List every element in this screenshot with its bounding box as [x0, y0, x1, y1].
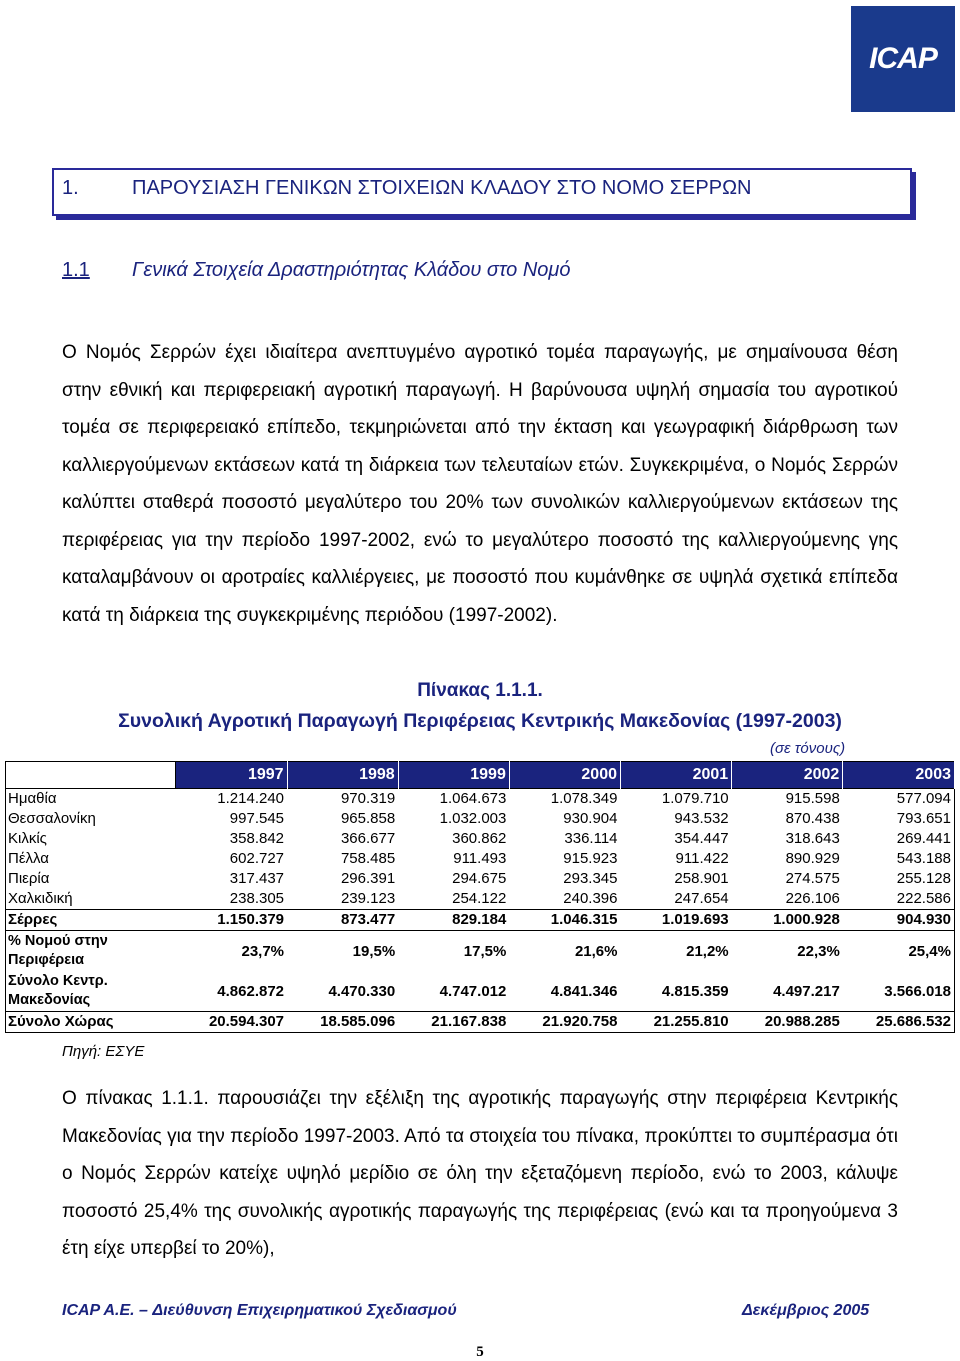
row-name-cell: Πέλλα [6, 849, 176, 869]
value-cell: 3.566.018 [843, 971, 955, 1012]
value-cell: 1.032.003 [439, 810, 507, 827]
row-name-cell: Σύνολο Χώρας [6, 1012, 176, 1033]
value-cell: 1.078.349 [550, 790, 618, 807]
value-cell: 21,6% [574, 942, 618, 960]
value-cell: 1.019.693 [621, 910, 732, 931]
value-cell: 269.441 [843, 829, 955, 849]
value-cell: 21,2% [686, 942, 729, 960]
header-blank-cell [6, 762, 176, 789]
row-name-cell: % Νομού στην Περιφέρεια [6, 931, 176, 972]
value-cell: 943.532 [674, 810, 729, 827]
value-cell: 4.497.217 [773, 982, 840, 1000]
value-cell: 254.122 [398, 889, 509, 910]
value-cell: 360.862 [452, 830, 507, 847]
row-name-cell: Πιερία [6, 869, 176, 889]
table-row [6, 931, 955, 972]
footer-date: Δεκέμβριος 2005 [742, 1302, 870, 1319]
value-cell: 793.651 [843, 809, 955, 829]
row-name-cell: Σέρρες [6, 910, 176, 931]
value-cell: 997.545 [229, 810, 285, 827]
row-name-cell: Σύνολο Κεντρ. Μακεδονίας [6, 971, 176, 1012]
table-title: Συνολική Αγροτική Παραγωγή Περιφέρειας Κεντρικής Μακεδονίας (1997-2003) [118, 710, 842, 732]
table-source: Πηγή: ΕΣΥΕ [62, 1043, 145, 1060]
value-cell: 317.437 [229, 870, 285, 887]
logo-text: ICAP [869, 42, 937, 75]
header-year: 1997 [176, 762, 287, 789]
value-cell: 22,3% [797, 942, 840, 960]
table-unit: (σε τόνους) [770, 740, 846, 757]
value-cell: 25,4% [843, 931, 955, 972]
value-cell: 1.000.928 [732, 910, 843, 931]
value-cell: 20.988.285 [732, 1012, 843, 1033]
section-title: ΠΑΡΟΥΣΙΑΣΗ ΓΕΝΙΚΩΝ ΣΤΟΙΧΕΙΩΝ ΚΛΑΔΟΥ ΣΤΟ ΝΟΜΟ ΣΕΡΡΩΝ [132, 177, 752, 199]
analysis-paragraph: Ο πίνακας 1.1.1. παρουσιάζει την εξέλιξη της αγροτικής παραγωγής στην περιφέρεια Κεντρικής Μακεδονίας για την περίοδο 1997-2003. Από τα στοιχεία του πίνακα, προκύπτει το συμπέρασμα ότι ο Νομός Σερρών κατείχε υψηλό μερίδιο σε όλη την εξεταζόμενη περίοδο, ενώ το 2003, κάλυψε ποσοστό 25,4% της συνολικής αγροτικής παραγωγής της περιφέρειας (ενώ και τα προηγούμενα 3 έτη είχε υπερβεί το 20%), [62, 1088, 898, 1259]
value-cell: 274.575 [785, 870, 840, 887]
page-number: 5 [476, 1344, 484, 1360]
value-cell: 238.305 [176, 889, 287, 910]
value-cell: 4.815.359 [661, 982, 729, 1000]
value-cell: 21.920.758 [509, 1012, 620, 1033]
table-row [6, 1012, 955, 1033]
production-table [5, 761, 955, 1033]
value-cell: 20.594.307 [176, 1012, 287, 1033]
value-cell: 247.654 [621, 889, 732, 910]
value-cell: 226.106 [732, 889, 843, 910]
value-cell: 258.901 [674, 870, 729, 887]
value-cell: 870.438 [785, 810, 840, 827]
header-year: 2003 [843, 762, 955, 789]
row-name-cell: Χαλκιδική [6, 889, 176, 910]
icap-logo [851, 6, 955, 112]
value-cell: 21.167.838 [398, 1012, 509, 1033]
value-cell: 930.904 [563, 810, 618, 827]
value-cell: 965.858 [340, 810, 396, 827]
value-cell: 358.842 [229, 830, 285, 847]
value-cell: 366.677 [340, 830, 396, 847]
subsection-number: 1.1 [62, 259, 90, 281]
table-row [6, 889, 955, 910]
value-cell: 911.422 [675, 850, 729, 867]
table-label: Πίνακας 1.1.1. [417, 680, 543, 701]
value-cell: 19,5% [352, 942, 396, 960]
value-cell: 915.598 [785, 790, 840, 807]
value-cell: 23,7% [241, 942, 285, 960]
table-row [6, 849, 955, 869]
subsection-heading [62, 259, 571, 282]
table-header-row [6, 762, 955, 789]
value-cell: 873.477 [287, 910, 398, 931]
value-cell: 21.255.810 [621, 1012, 732, 1033]
value-cell: 543.188 [843, 849, 955, 869]
value-cell: 296.391 [340, 870, 396, 887]
value-cell: 294.675 [452, 870, 507, 887]
header-year: 1999 [398, 762, 509, 789]
value-cell: 240.396 [509, 889, 620, 910]
value-cell: 1.079.710 [661, 790, 729, 807]
header-year: 2001 [621, 762, 732, 789]
table-row [6, 829, 955, 849]
value-cell: 17,5% [463, 942, 507, 960]
table-row [6, 809, 955, 829]
value-cell: 18.585.096 [287, 1012, 398, 1033]
value-cell: 255.128 [843, 869, 955, 889]
value-cell: 890.929 [785, 850, 840, 867]
header-year: 2000 [509, 762, 620, 789]
value-cell: 1.150.379 [176, 910, 287, 931]
value-cell: 222.586 [843, 889, 955, 910]
value-cell: 915.923 [563, 850, 618, 867]
table-row [6, 971, 955, 1012]
table-row [6, 789, 955, 810]
intro-paragraph: Ο Νομός Σερρών έχει ιδιαίτερα ανεπτυγμένο αγροτικό τομέα παραγωγής, με σημαίνουσα θέση στην εθνική και περιφερειακή αγροτική παραγωγή. Η βαρύνουσα υψηλή σημασία του αγροτικού τομέα σε περιφερειακό επίπεδο, τεκμηριώνεται από την έκταση και γεωγραφική διάρθρωση των καλλιεργούμενων εκτάσεων κατά τη διάρκεια των τελευταίων ετών. Συγκεκριμένα, ο Νομός Σερρών καλύπτει σταθερά ποσοστό μεγαλύτερο του 20% των συνολικών καλλιεργούμενων εκτάσεων της περιφέρειας για την περίοδο 1997-2002, ενώ το μεγαλύτερο ποσοστό της καλλιεργούμενης γης καταλαμβάνουν οι αροτραίες καλλιέργειες, με ποσοστό που κυμάνθηκε σε υψηλά σχετικά επίπεδα κατά τη διάρκεια της συγκεκριμένης περιόδου (1997-2002). [62, 342, 898, 626]
value-cell: 758.485 [340, 850, 396, 867]
row-name-cell: Ημαθία [6, 789, 176, 810]
value-cell: 239.123 [287, 889, 398, 910]
value-cell: 829.184 [398, 910, 509, 931]
value-cell: 970.319 [340, 790, 396, 807]
value-cell: 1.214.240 [217, 790, 285, 807]
section-heading [62, 177, 751, 200]
value-cell: 1.064.673 [439, 790, 507, 807]
value-cell: 293.345 [563, 870, 618, 887]
value-cell: 354.447 [674, 830, 729, 847]
value-cell: 4.862.872 [217, 982, 285, 1000]
row-name-cell: Κιλκίς [6, 829, 176, 849]
value-cell: 4.747.012 [439, 982, 507, 1000]
value-cell: 577.094 [843, 789, 955, 810]
value-cell: 1.046.315 [509, 910, 620, 931]
row-name-cell: Θεσσαλονίκη [6, 809, 176, 829]
table-row [6, 869, 955, 889]
value-cell: 904.930 [843, 910, 955, 931]
value-cell: 911.493 [453, 850, 507, 867]
value-cell: 25.686.532 [843, 1012, 955, 1033]
subsection-title: Γενικά Στοιχεία Δραστηριότητας Κλάδου στο Νομό [132, 259, 571, 281]
value-cell: 4.841.346 [550, 982, 618, 1000]
value-cell: 602.727 [229, 850, 285, 867]
section-number: 1. [62, 177, 79, 199]
value-cell: 4.470.330 [328, 982, 396, 1000]
value-cell: 336.114 [564, 830, 618, 847]
footer-company: ICAP A.E. – Διεύθυνση Επιχειρηματικού Σχεδιασμού [62, 1302, 457, 1319]
value-cell: 318.643 [785, 830, 840, 847]
header-year: 2002 [732, 762, 843, 789]
header-year: 1998 [287, 762, 398, 789]
table-row [6, 910, 955, 931]
